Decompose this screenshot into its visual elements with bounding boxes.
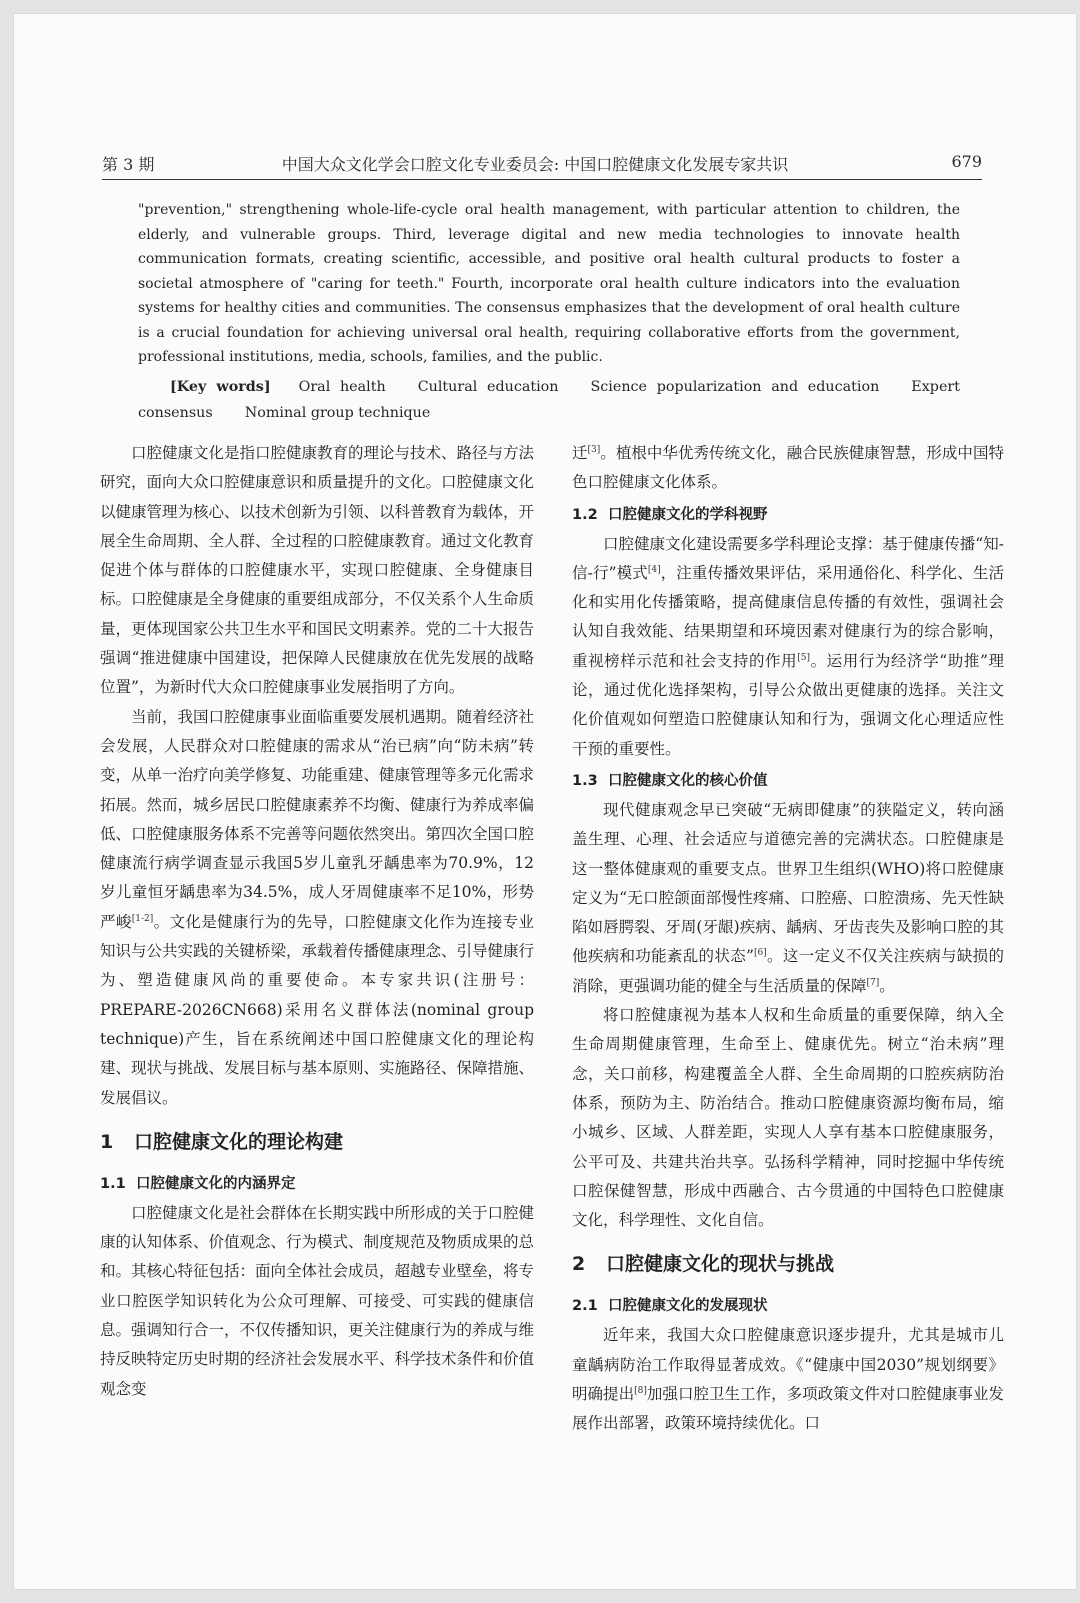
paragraph: 口腔健康文化是社会群体在长期实践中所形成的关于口腔健康的认知体系、价值观念、行为模式、制度规范及物质成果的总和。其核心特征包括：面向全体社会成员，超越专业壁垒，将专业口腔医学知识转化为公众可理解、可接受、可实践的健康信息。强调知行合一，不仅传播知识，更关注健康行为的养成与维持反映特定历史时期的经济社会发展水平、科学技术条件和价值观念变: [100, 1203, 535, 1398]
subsection-heading-1-1: [100, 1169, 534, 1199]
text-run: 口腔健康文化建设需要多学科理论支撑：基于健康传播“知-信-行”模式: [572, 534, 1004, 582]
paragraph: [572, 796, 1004, 1001]
paragraph: [572, 439, 1004, 498]
subsection-heading-2-1: [572, 1291, 1004, 1321]
section-heading-1: [100, 1127, 534, 1157]
citation[interactable]: [8]: [634, 1385, 647, 1396]
section-number: 2: [572, 1253, 586, 1276]
running-header: [88, 152, 982, 178]
text-run: 近年来，我国大众口腔健康意识逐步提升，尤其是城市儿童龋病防治工作取得显著成效。《“健康中国2030”规划纲要》明确提出: [572, 1326, 1004, 1404]
text-run: 。文化是健康行为的先导，口腔健康文化作为连接专业知识与公共实践的关键桥梁，承载着传播健康理念、引导健康行为、塑造健康风尚的重要使命。本专家共识(注册号：PREPARE-2026CN668)采用名义群体法(nominal group technique)产生，旨在系统阐述中国口腔健康文化的理论构建、现状与挑战、发展目标与基本原则、实施路径、保障措施、发展倡议。: [100, 912, 535, 1107]
subsection-title: 口腔健康文化的核心价值: [608, 772, 768, 789]
keywords-label: [Key words]: [170, 379, 271, 395]
english-abstract: "prevention," strengthening whole-life-cycle oral health management, with particular attention to children, the elderly, and vulnerable groups. Third, leverage digital and new media technologies to innovate health communication formats, creating scientific, accessible, and positive oral health cultural products to foster a societal atmosphere of "caring for teeth." Fourth, incorporate oral health culture indicators into the evaluation systems for healthy cities and communities. The consensus emphasizes that the development of oral health culture is a crucial foundation for achieving universal oral health, requiring collaborative efforts from the government, professional institutions, media, schools, families, and the public.: [138, 202, 960, 365]
paragraph: 口腔健康文化是指口腔健康教育的理论与技术、路径与方法研究，面向大众口腔健康意识和质量提升的文化。口腔健康文化以健康管理为核心、以技术创新为引领、以科普教育为载体，开展全生命周期、全人群、全过程的口腔健康教育。通过文化教育促进个体与群体的口腔健康水平，实现口腔健康、全身健康目标。口腔健康是全身健康的重要组成部分，不仅关系个人生命质量，更体现国家公共卫生水平和国民文明素养。党的二十大报告强调“推进健康中国建设，把保障人民健康放在优先发展的战略位置”，为新时代大众口腔健康事业发展指明了方向。: [100, 444, 535, 697]
text-run: ，注重传播效果评估，采用通俗化、科学化、生活化和实用化传播策略，提高健康信息传播的有效性，强调社会认知自我效能、结果期望和环境因素对健康行为的综合影响，重视榜样示范和社会支持的作用: [572, 563, 1004, 670]
keyword: Expert consensus: [138, 379, 960, 421]
citation[interactable]: [7]: [866, 977, 880, 988]
page-number: 679: [951, 152, 982, 171]
header-rule: [102, 179, 982, 180]
left-column: [100, 439, 534, 1404]
subsection-number: 1.1: [100, 1175, 126, 1192]
citation[interactable]: [5]: [797, 652, 810, 663]
issue-number: 第 3 期: [102, 155, 155, 174]
text-run: 现代健康观念早已突破“无病即健康”的狭隘定义，转向涵盖生理、心理、社会适应与道德完善的完满状态。口腔健康是这一整体健康观的重要支点。世界卫生组织(WHO)将口腔健康定义为“无口腔颌面部慢性疼痛、口腔癌、口腔溃疡、先天性缺陷如唇腭裂、牙周(牙龈)疾病、龋病、牙齿丧失及影响口腔的其他疾病和功能紊乱的状态”: [572, 800, 1004, 966]
text-run: 加强口腔卫生工作，多项政策文件对口腔健康事业发展作出部署，政策环境持续优化。口: [572, 1385, 1004, 1433]
section-title: 口腔健康文化的现状与挑战: [606, 1253, 835, 1276]
section-number: 1: [100, 1130, 114, 1153]
text-run: 。植根中华优秀传统文化，融合民族健康智慧，形成中国特色口腔健康文化体系。: [572, 444, 1004, 492]
subsection-title: 口腔健康文化的发展现状: [608, 1298, 768, 1315]
paragraph: 将口腔健康视为基本人权和生命质量的重要保障，纳入全生命周期健康管理，生命至上、健康优先。树立“治未病”理念，关口前移，构建覆盖全人群、全生命周期的口腔疾病防治体系，预防为主、防治结合。推动口腔健康资源均衡布局，缩小城乡、区域、人群差距，实现人人享有基本口腔健康服务，公平可及、共建共治共享。弘扬科学精神，同时挖掘中华传统口腔保健智慧，形成中西融合、古今贯通的中国特色口腔健康文化，科学理性、文化自信。: [572, 1006, 1004, 1230]
section-title: 口腔健康文化的理论构建: [134, 1130, 344, 1153]
running-title: 中国大众文化学会口腔文化专业委员会: 中国口腔健康文化发展专家共识: [281, 155, 789, 174]
journal-page: [14, 14, 1076, 1589]
subsection-number: 1.2: [572, 506, 598, 523]
keyword: Science popularization and education: [590, 379, 880, 395]
keyword: Cultural education: [417, 379, 559, 395]
subsection-title: 口腔健康文化的内涵界定: [136, 1175, 296, 1192]
right-column: [572, 439, 1004, 1439]
subsection-number: 2.1: [572, 1298, 598, 1315]
citation[interactable]: [1-2]: [131, 913, 154, 924]
subsection-number: 1.3: [572, 772, 598, 789]
text-run: 。这一定义不仅关注疾病与缺损的消除，更强调功能的健全与生活质量的保障: [572, 947, 1004, 995]
text-run: 迁: [572, 444, 588, 462]
citation[interactable]: [3]: [587, 444, 601, 455]
paragraph: [572, 530, 1004, 764]
text-run: 当前，我国口腔健康事业面临重要发展机遇期。随着经济社会发展，人民群众对口腔健康的需求从“治已病”向“防未病”转变，从单一治疗向美学修复、功能重建、健康管理等多元化需求拓展。然而，城乡居民口腔健康素养不均衡、健康行为养成率偏低、口腔健康服务体系不完善等问题依然突出。第四次全国口腔健康流行病学调查显示我国5岁儿童乳牙龋患率为70.9%，12岁儿童恒牙龋患率为34.5%，成人牙周健康率不足10%，形势严峻: [100, 707, 535, 931]
citation[interactable]: [6]: [753, 948, 767, 959]
text-run: 。: [879, 976, 895, 995]
text-run: 。运用行为经济学“助推”理论，通过优化选择架构，引导公众做出更健康的选择。关注文化价值观如何塑造口腔健康认知和行为，强调文化心理适应性干预的重要性。: [572, 651, 1004, 758]
subsection-title: 口腔健康文化的学科视野: [608, 506, 768, 523]
paragraph: [100, 703, 534, 1113]
citation[interactable]: [4]: [647, 564, 661, 575]
paragraph: [572, 1321, 1004, 1438]
keyword: Oral health: [298, 379, 386, 395]
keyword: Nominal group technique: [244, 405, 431, 421]
subsection-heading-1-2: [572, 500, 1004, 530]
section-heading-2: [572, 1249, 1004, 1279]
keywords: [138, 374, 960, 426]
subsection-heading-1-3: [572, 766, 1004, 796]
